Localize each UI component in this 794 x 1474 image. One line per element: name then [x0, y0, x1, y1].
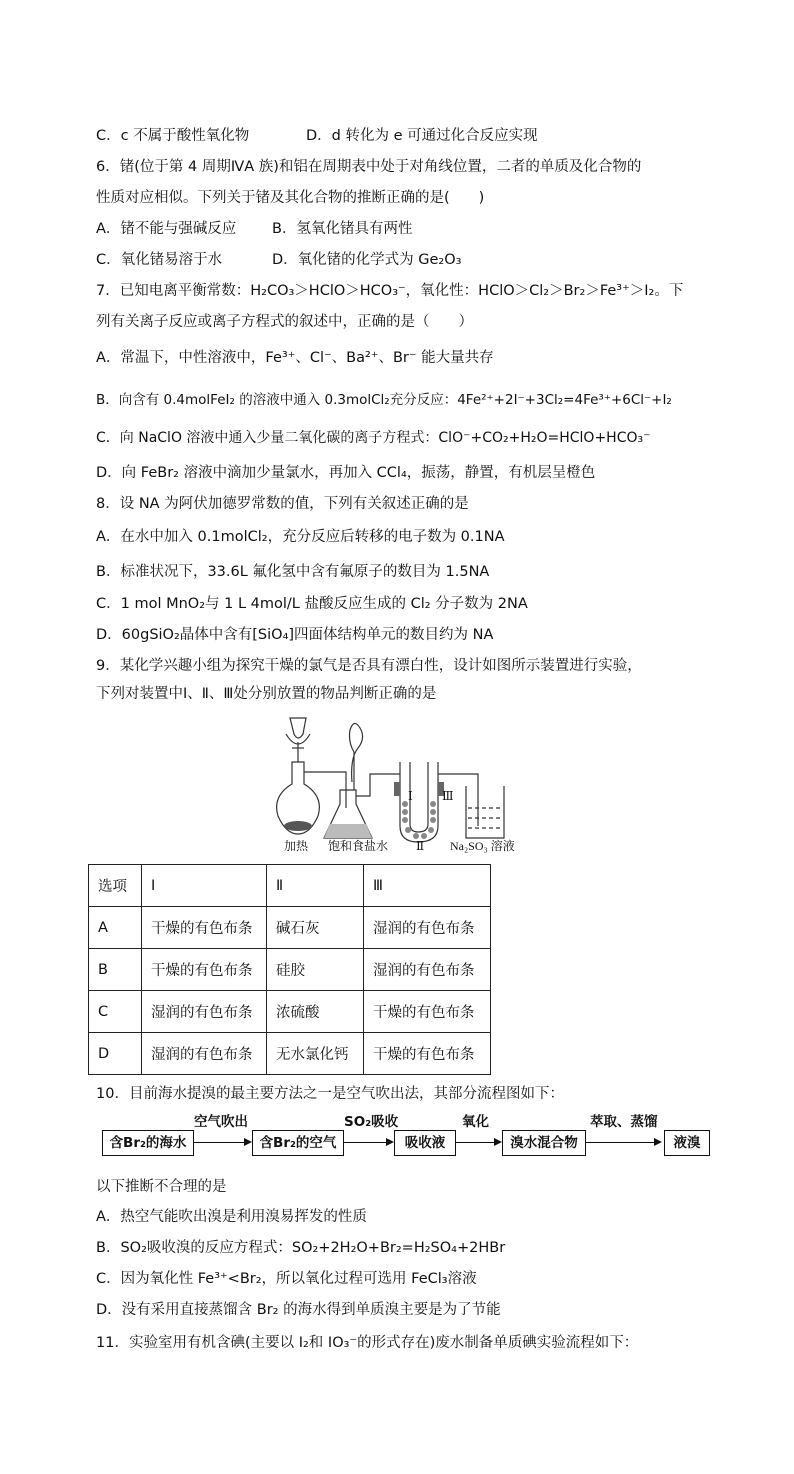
q5-option-c: C．c 不属于酸性氧化物	[96, 128, 250, 144]
q8-option-a: A．在水中加入 0.1molCl₂，充分反应后转移的电子数为 0.1NA	[96, 529, 505, 545]
q10-option-c: C．因为氧化性 Fe³⁺<Br₂，所以氧化过程可选用 FeCl₃溶液	[96, 1271, 477, 1287]
chlorine-apparatus-figure	[270, 712, 530, 856]
q10-option-a: A．热空气能吹出溴是利用溴易挥发的性质	[96, 1209, 367, 1225]
table-cell: C	[89, 991, 142, 1033]
flow-arrow-2	[344, 1142, 392, 1143]
table-cell: 干燥的有色布条	[364, 991, 491, 1033]
flow-label-air-blow: 空气吹出	[194, 1114, 248, 1130]
label-ii: Ⅱ	[416, 839, 425, 853]
q10-option-b: B．SO₂吸收溴的反应方程式：SO₂+2H₂O+Br₂=H₂SO₄+2HBr	[96, 1240, 506, 1256]
q6-option-d: D．氧化锗的化学式为 Ge₂O₃	[272, 252, 462, 268]
q6-option-a: A．锗不能与强碱反应	[96, 221, 237, 237]
table-cell: 湿润的有色布条	[142, 991, 267, 1033]
q5-option-d: D．d 转化为 e 可通过化合反应实现	[306, 128, 538, 144]
table-cell: B	[89, 949, 142, 991]
q7-stem-line1: 7．已知电离平衡常数：H₂CO₃＞HClO＞HCO₃⁻，氧化性：HClO＞Cl₂＞Br₂＞Fe³⁺＞I₂。下	[96, 283, 684, 299]
table-cell: 浓硫酸	[267, 991, 364, 1033]
q10-option-d: D．没有采用直接蒸馏含 Br₂ 的海水得到单质溴主要是为了节能	[96, 1302, 501, 1318]
bromine-flow-diagram	[96, 1114, 716, 1164]
q7-option-d: D．向 FeBr₂ 溶液中滴加少量氯水，再加入 CCl₄，振荡，静置，有机层呈橙色	[96, 465, 596, 481]
table-cell: A	[89, 907, 142, 949]
q9-stem-line2: 下列对装置中Ⅰ、Ⅱ、Ⅲ处分别放置的物品判断正确的是	[96, 686, 437, 702]
q6-stem-line2: 性质对应相似。下列关于锗及其化合物的推断正确的是( )	[96, 190, 485, 206]
q7-option-c: C．向 NaClO 溶液中通入少量二氧化碳的离子方程式：ClO⁻+CO₂+H₂O=HClO+HCO₃⁻	[96, 430, 651, 446]
table-header-cell: Ⅲ	[364, 865, 491, 907]
label-iii: Ⅲ	[442, 789, 454, 803]
q11-stem: 11．实验室用有机含碘(主要以 I₂和 IO₃⁻的形式存在)废水制备单质碘实验流程如下：	[96, 1335, 639, 1351]
table-cell: 干燥的有色布条	[142, 907, 267, 949]
flow-box-seawater: 含Br₂的海水	[102, 1130, 194, 1156]
table-header-cell: 选项	[89, 865, 142, 907]
table-cell: D	[89, 1033, 142, 1075]
q8-option-b: B．标准状况下，33.6L 氟化氢中含有氟原子的数目为 1.5NA	[96, 564, 490, 580]
flow-label-so2-absorb: SO₂吸收	[344, 1114, 399, 1130]
flow-arrow-3	[456, 1142, 500, 1143]
flow-label-extract-distill: 萃取、蒸馏	[590, 1114, 658, 1130]
table-row	[89, 907, 491, 949]
table-header-cell: Ⅰ	[142, 865, 267, 907]
table-cell: 湿润的有色布条	[364, 907, 491, 949]
table-cell: 湿润的有色布条	[364, 949, 491, 991]
table-header-row	[89, 865, 491, 907]
q6-option-c: C．氧化锗易溶于水	[96, 252, 223, 268]
flow-arrow-4	[586, 1142, 660, 1143]
table-cell: 碱石灰	[267, 907, 364, 949]
table-row	[89, 991, 491, 1033]
table-cell: 硅胶	[267, 949, 364, 991]
label-brine: 饱和食盐水	[328, 839, 389, 853]
flow-box-absorbent: 吸收液	[394, 1130, 456, 1156]
flow-arrow-1	[194, 1142, 250, 1143]
flow-box-air: 含Br₂的空气	[252, 1130, 344, 1156]
label-sulfite: Na₂SO₃ 溶液	[450, 839, 515, 853]
table-header-cell: Ⅱ	[267, 865, 364, 907]
flow-label-oxidize: 氧化	[462, 1114, 489, 1130]
flow-box-liquid-bromine: 液溴	[664, 1130, 710, 1156]
table-cell: 干燥的有色布条	[142, 949, 267, 991]
q7-stem-line2: 列有关离子反应或离子方程式的叙述中，正确的是（ ）	[96, 314, 473, 330]
q6-option-b: B．氢氧化锗具有两性	[272, 221, 413, 237]
q8-option-c: C．1 mol MnO₂与 1 L 4mol/L 盐酸反应生成的 Cl₂ 分子数为 2NA	[96, 596, 528, 612]
q7-option-a: A．常温下，中性溶液中，Fe³⁺、Cl⁻、Ba²⁺、Br⁻ 能大量共存	[96, 350, 494, 366]
table-row	[89, 949, 491, 991]
q10-stem: 10．目前海水提溴的最主要方法之一是空气吹出法，其部分流程图如下：	[96, 1086, 564, 1102]
q9-stem-line1: 9．某化学兴趣小组为探究干燥的氯气是否具有漂白性，设计如图所示装置进行实验，	[96, 658, 642, 674]
q6-stem-line1: 6．锗(位于第 4 周期ⅣA 族)和铝在周期表中处于对角线位置，二者的单质及化合物的	[96, 159, 642, 175]
flow-box-bromine-water: 溴水混合物	[502, 1130, 586, 1156]
label-i: Ⅰ	[408, 789, 413, 803]
q8-option-d: D．60gSiO₂晶体中含有[SiO₄]四面体结构单元的数目约为 NA	[96, 627, 494, 643]
q10-prompt: 以下推断不合理的是	[96, 1179, 227, 1195]
label-heat: 加热	[284, 839, 309, 853]
table-cell: 无水氯化钙	[267, 1033, 364, 1075]
table-cell: 湿润的有色布条	[142, 1033, 267, 1075]
q8-stem: 8．设 NA 为阿伏加德罗常数的值，下列有关叙述正确的是	[96, 496, 469, 512]
q7-option-b: B．向含有 0.4molFeI₂ 的溶液中通入 0.3molCl₂充分反应：4Fe²⁺+2I⁻+3Cl₂=4Fe³⁺+6Cl⁻+I₂	[96, 392, 672, 408]
table-cell: 干燥的有色布条	[364, 1033, 491, 1075]
table-row	[89, 1033, 491, 1075]
q9-options-table	[88, 864, 491, 1075]
